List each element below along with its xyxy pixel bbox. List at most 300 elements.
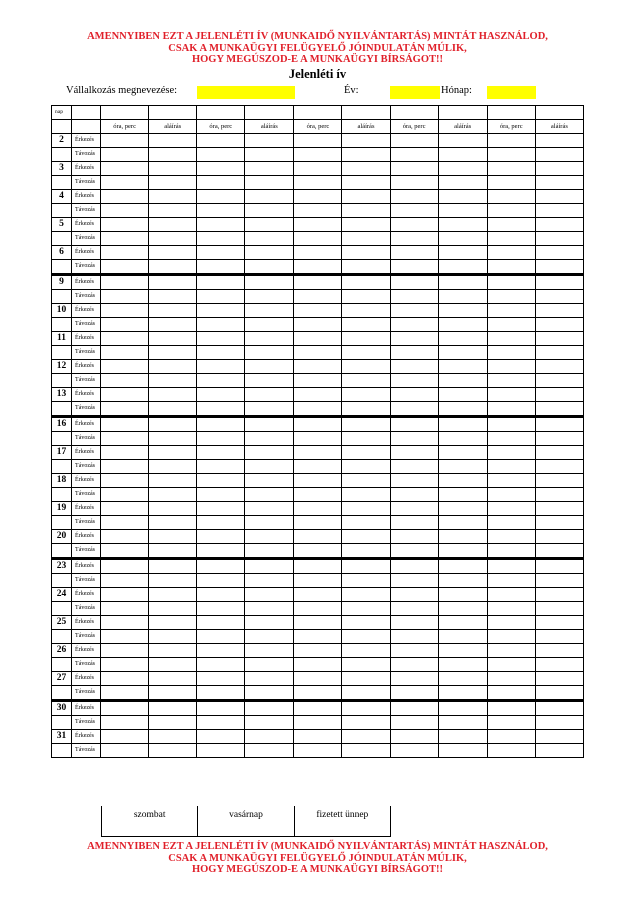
time-cell[interactable] <box>390 388 438 402</box>
signature-cell[interactable] <box>535 574 583 588</box>
signature-cell[interactable] <box>438 346 487 360</box>
signature-cell[interactable] <box>149 686 197 701</box>
signature-cell[interactable] <box>245 686 294 701</box>
signature-cell[interactable] <box>342 417 390 432</box>
signature-cell[interactable] <box>245 388 294 402</box>
time-cell[interactable] <box>101 304 149 318</box>
signature-cell[interactable] <box>438 730 487 744</box>
time-cell[interactable] <box>197 630 245 644</box>
time-cell[interactable] <box>487 701 535 716</box>
signature-cell[interactable] <box>438 744 487 758</box>
time-cell[interactable] <box>487 474 535 488</box>
signature-cell[interactable] <box>245 218 294 232</box>
time-cell[interactable] <box>294 162 342 176</box>
signature-cell[interactable] <box>438 446 487 460</box>
signature-cell[interactable] <box>438 360 487 374</box>
time-cell[interactable] <box>197 318 245 332</box>
time-cell[interactable] <box>487 716 535 730</box>
signature-cell[interactable] <box>245 346 294 360</box>
signature-cell[interactable] <box>438 134 487 148</box>
time-cell[interactable] <box>294 588 342 602</box>
time-cell[interactable] <box>101 275 149 290</box>
signature-cell[interactable] <box>149 204 197 218</box>
time-cell[interactable] <box>197 388 245 402</box>
signature-cell[interactable] <box>535 672 583 686</box>
time-cell[interactable] <box>101 716 149 730</box>
signature-cell[interactable] <box>342 488 390 502</box>
time-cell[interactable] <box>101 644 149 658</box>
time-cell[interactable] <box>390 332 438 346</box>
signature-cell[interactable] <box>438 218 487 232</box>
signature-cell[interactable] <box>438 275 487 290</box>
time-cell[interactable] <box>487 644 535 658</box>
signature-cell[interactable] <box>149 446 197 460</box>
time-cell[interactable] <box>390 488 438 502</box>
time-cell[interactable] <box>390 304 438 318</box>
signature-cell[interactable] <box>342 190 390 204</box>
signature-cell[interactable] <box>535 204 583 218</box>
time-cell[interactable] <box>487 402 535 417</box>
time-cell[interactable] <box>197 644 245 658</box>
signature-cell[interactable] <box>438 701 487 716</box>
time-cell[interactable] <box>487 588 535 602</box>
signature-cell[interactable] <box>245 474 294 488</box>
signature-cell[interactable] <box>245 730 294 744</box>
signature-cell[interactable] <box>535 176 583 190</box>
signature-cell[interactable] <box>438 672 487 686</box>
signature-cell[interactable] <box>149 176 197 190</box>
time-cell[interactable] <box>390 232 438 246</box>
time-cell[interactable] <box>390 402 438 417</box>
signature-cell[interactable] <box>245 204 294 218</box>
time-cell[interactable] <box>487 374 535 388</box>
signature-cell[interactable] <box>535 644 583 658</box>
signature-cell[interactable] <box>535 374 583 388</box>
time-cell[interactable] <box>294 246 342 260</box>
signature-cell[interactable] <box>149 516 197 530</box>
signature-cell[interactable] <box>245 559 294 574</box>
time-cell[interactable] <box>487 218 535 232</box>
signature-cell[interactable] <box>149 218 197 232</box>
time-cell[interactable] <box>197 332 245 346</box>
signature-cell[interactable] <box>149 417 197 432</box>
time-cell[interactable] <box>197 530 245 544</box>
time-cell[interactable] <box>294 630 342 644</box>
signature-cell[interactable] <box>245 148 294 162</box>
signature-cell[interactable] <box>535 218 583 232</box>
time-cell[interactable] <box>390 346 438 360</box>
signature-cell[interactable] <box>342 602 390 616</box>
time-cell[interactable] <box>294 402 342 417</box>
signature-cell[interactable] <box>245 602 294 616</box>
time-cell[interactable] <box>101 232 149 246</box>
company-field[interactable] <box>197 86 295 99</box>
time-cell[interactable] <box>487 190 535 204</box>
time-cell[interactable] <box>390 516 438 530</box>
signature-cell[interactable] <box>342 232 390 246</box>
signature-cell[interactable] <box>149 530 197 544</box>
signature-cell[interactable] <box>342 318 390 332</box>
signature-cell[interactable] <box>342 672 390 686</box>
signature-cell[interactable] <box>342 162 390 176</box>
signature-cell[interactable] <box>245 744 294 758</box>
time-cell[interactable] <box>294 686 342 701</box>
signature-cell[interactable] <box>438 304 487 318</box>
signature-cell[interactable] <box>149 232 197 246</box>
signature-cell[interactable] <box>149 190 197 204</box>
signature-cell[interactable] <box>535 588 583 602</box>
signature-cell[interactable] <box>149 460 197 474</box>
signature-cell[interactable] <box>342 658 390 672</box>
signature-cell[interactable] <box>149 559 197 574</box>
time-cell[interactable] <box>390 630 438 644</box>
signature-cell[interactable] <box>438 176 487 190</box>
time-cell[interactable] <box>294 374 342 388</box>
signature-cell[interactable] <box>342 516 390 530</box>
time-cell[interactable] <box>390 502 438 516</box>
signature-cell[interactable] <box>438 616 487 630</box>
signature-cell[interactable] <box>149 544 197 559</box>
time-cell[interactable] <box>487 658 535 672</box>
time-cell[interactable] <box>390 544 438 559</box>
signature-cell[interactable] <box>149 658 197 672</box>
time-cell[interactable] <box>487 162 535 176</box>
time-cell[interactable] <box>197 204 245 218</box>
time-cell[interactable] <box>294 574 342 588</box>
signature-cell[interactable] <box>342 148 390 162</box>
signature-cell[interactable] <box>438 630 487 644</box>
time-cell[interactable] <box>294 388 342 402</box>
signature-cell[interactable] <box>149 148 197 162</box>
time-cell[interactable] <box>101 148 149 162</box>
time-cell[interactable] <box>101 290 149 304</box>
signature-cell[interactable] <box>535 630 583 644</box>
time-cell[interactable] <box>101 686 149 701</box>
signature-cell[interactable] <box>438 488 487 502</box>
time-cell[interactable] <box>294 176 342 190</box>
signature-cell[interactable] <box>342 360 390 374</box>
time-cell[interactable] <box>197 446 245 460</box>
signature-cell[interactable] <box>149 701 197 716</box>
signature-cell[interactable] <box>149 134 197 148</box>
time-cell[interactable] <box>294 360 342 374</box>
time-cell[interactable] <box>487 460 535 474</box>
signature-cell[interactable] <box>245 190 294 204</box>
signature-cell[interactable] <box>342 502 390 516</box>
time-cell[interactable] <box>197 432 245 446</box>
time-cell[interactable] <box>487 148 535 162</box>
signature-cell[interactable] <box>438 544 487 559</box>
signature-cell[interactable] <box>342 730 390 744</box>
signature-cell[interactable] <box>438 686 487 701</box>
signature-cell[interactable] <box>535 658 583 672</box>
signature-cell[interactable] <box>149 616 197 630</box>
signature-cell[interactable] <box>245 630 294 644</box>
signature-cell[interactable] <box>245 432 294 446</box>
time-cell[interactable] <box>390 716 438 730</box>
signature-cell[interactable] <box>149 744 197 758</box>
signature-cell[interactable] <box>535 162 583 176</box>
signature-cell[interactable] <box>245 716 294 730</box>
signature-cell[interactable] <box>438 246 487 260</box>
time-cell[interactable] <box>294 275 342 290</box>
time-cell[interactable] <box>390 446 438 460</box>
time-cell[interactable] <box>197 474 245 488</box>
time-cell[interactable] <box>101 502 149 516</box>
signature-cell[interactable] <box>438 602 487 616</box>
signature-cell[interactable] <box>342 218 390 232</box>
signature-cell[interactable] <box>342 701 390 716</box>
time-cell[interactable] <box>294 190 342 204</box>
signature-cell[interactable] <box>245 417 294 432</box>
signature-cell[interactable] <box>342 530 390 544</box>
signature-cell[interactable] <box>535 716 583 730</box>
time-cell[interactable] <box>487 417 535 432</box>
time-cell[interactable] <box>487 544 535 559</box>
signature-cell[interactable] <box>438 374 487 388</box>
signature-cell[interactable] <box>535 616 583 630</box>
time-cell[interactable] <box>294 644 342 658</box>
signature-cell[interactable] <box>438 332 487 346</box>
signature-cell[interactable] <box>245 616 294 630</box>
time-cell[interactable] <box>487 686 535 701</box>
signature-cell[interactable] <box>149 388 197 402</box>
signature-cell[interactable] <box>342 374 390 388</box>
signature-cell[interactable] <box>149 630 197 644</box>
signature-cell[interactable] <box>535 134 583 148</box>
signature-cell[interactable] <box>342 346 390 360</box>
time-cell[interactable] <box>390 260 438 275</box>
time-cell[interactable] <box>390 602 438 616</box>
signature-cell[interactable] <box>438 417 487 432</box>
signature-cell[interactable] <box>245 402 294 417</box>
signature-cell[interactable] <box>342 644 390 658</box>
signature-cell[interactable] <box>535 744 583 758</box>
time-cell[interactable] <box>294 290 342 304</box>
time-cell[interactable] <box>294 304 342 318</box>
signature-cell[interactable] <box>245 644 294 658</box>
signature-cell[interactable] <box>342 446 390 460</box>
time-cell[interactable] <box>294 232 342 246</box>
signature-cell[interactable] <box>438 432 487 446</box>
time-cell[interactable] <box>390 148 438 162</box>
time-cell[interactable] <box>487 260 535 275</box>
time-cell[interactable] <box>197 559 245 574</box>
signature-cell[interactable] <box>535 304 583 318</box>
time-cell[interactable] <box>487 516 535 530</box>
time-cell[interactable] <box>197 588 245 602</box>
time-cell[interactable] <box>294 559 342 574</box>
signature-cell[interactable] <box>149 360 197 374</box>
signature-cell[interactable] <box>149 275 197 290</box>
time-cell[interactable] <box>197 744 245 758</box>
time-cell[interactable] <box>487 332 535 346</box>
signature-cell[interactable] <box>535 290 583 304</box>
time-cell[interactable] <box>487 388 535 402</box>
signature-cell[interactable] <box>245 446 294 460</box>
signature-cell[interactable] <box>245 460 294 474</box>
signature-cell[interactable] <box>245 658 294 672</box>
signature-cell[interactable] <box>245 275 294 290</box>
time-cell[interactable] <box>197 574 245 588</box>
signature-cell[interactable] <box>438 502 487 516</box>
time-cell[interactable] <box>197 232 245 246</box>
time-cell[interactable] <box>487 744 535 758</box>
signature-cell[interactable] <box>438 204 487 218</box>
signature-cell[interactable] <box>438 716 487 730</box>
time-cell[interactable] <box>101 460 149 474</box>
signature-cell[interactable] <box>342 559 390 574</box>
time-cell[interactable] <box>197 730 245 744</box>
time-cell[interactable] <box>101 516 149 530</box>
signature-cell[interactable] <box>535 360 583 374</box>
time-cell[interactable] <box>294 460 342 474</box>
signature-cell[interactable] <box>535 488 583 502</box>
time-cell[interactable] <box>101 360 149 374</box>
signature-cell[interactable] <box>245 488 294 502</box>
signature-cell[interactable] <box>535 388 583 402</box>
time-cell[interactable] <box>294 134 342 148</box>
time-cell[interactable] <box>294 502 342 516</box>
signature-cell[interactable] <box>149 730 197 744</box>
time-cell[interactable] <box>101 744 149 758</box>
time-cell[interactable] <box>101 559 149 574</box>
time-cell[interactable] <box>101 134 149 148</box>
signature-cell[interactable] <box>149 246 197 260</box>
time-cell[interactable] <box>487 530 535 544</box>
signature-cell[interactable] <box>245 544 294 559</box>
time-cell[interactable] <box>101 630 149 644</box>
time-cell[interactable] <box>294 417 342 432</box>
signature-cell[interactable] <box>149 374 197 388</box>
time-cell[interactable] <box>487 672 535 686</box>
signature-cell[interactable] <box>342 544 390 559</box>
time-cell[interactable] <box>197 374 245 388</box>
time-cell[interactable] <box>294 516 342 530</box>
signature-cell[interactable] <box>438 318 487 332</box>
time-cell[interactable] <box>487 616 535 630</box>
time-cell[interactable] <box>487 432 535 446</box>
time-cell[interactable] <box>197 260 245 275</box>
signature-cell[interactable] <box>535 275 583 290</box>
time-cell[interactable] <box>487 574 535 588</box>
time-cell[interactable] <box>101 346 149 360</box>
month-field[interactable] <box>487 86 536 99</box>
signature-cell[interactable] <box>149 588 197 602</box>
time-cell[interactable] <box>390 686 438 701</box>
time-cell[interactable] <box>487 318 535 332</box>
time-cell[interactable] <box>390 530 438 544</box>
signature-cell[interactable] <box>342 574 390 588</box>
time-cell[interactable] <box>294 260 342 275</box>
signature-cell[interactable] <box>535 260 583 275</box>
signature-cell[interactable] <box>535 432 583 446</box>
signature-cell[interactable] <box>149 488 197 502</box>
time-cell[interactable] <box>390 559 438 574</box>
time-cell[interactable] <box>197 701 245 716</box>
time-cell[interactable] <box>390 134 438 148</box>
time-cell[interactable] <box>390 658 438 672</box>
time-cell[interactable] <box>390 460 438 474</box>
time-cell[interactable] <box>294 658 342 672</box>
signature-cell[interactable] <box>535 332 583 346</box>
signature-cell[interactable] <box>535 559 583 574</box>
time-cell[interactable] <box>294 488 342 502</box>
time-cell[interactable] <box>487 488 535 502</box>
time-cell[interactable] <box>294 672 342 686</box>
time-cell[interactable] <box>390 474 438 488</box>
time-cell[interactable] <box>197 460 245 474</box>
time-cell[interactable] <box>487 275 535 290</box>
time-cell[interactable] <box>101 417 149 432</box>
signature-cell[interactable] <box>149 644 197 658</box>
signature-cell[interactable] <box>149 162 197 176</box>
signature-cell[interactable] <box>342 176 390 190</box>
time-cell[interactable] <box>390 730 438 744</box>
signature-cell[interactable] <box>245 134 294 148</box>
time-cell[interactable] <box>487 446 535 460</box>
time-cell[interactable] <box>101 602 149 616</box>
time-cell[interactable] <box>294 446 342 460</box>
signature-cell[interactable] <box>535 346 583 360</box>
time-cell[interactable] <box>101 432 149 446</box>
time-cell[interactable] <box>101 672 149 686</box>
signature-cell[interactable] <box>342 260 390 275</box>
signature-cell[interactable] <box>438 388 487 402</box>
signature-cell[interactable] <box>245 260 294 275</box>
signature-cell[interactable] <box>438 658 487 672</box>
time-cell[interactable] <box>197 162 245 176</box>
time-cell[interactable] <box>390 417 438 432</box>
signature-cell[interactable] <box>245 574 294 588</box>
time-cell[interactable] <box>197 544 245 559</box>
time-cell[interactable] <box>197 488 245 502</box>
time-cell[interactable] <box>487 730 535 744</box>
signature-cell[interactable] <box>149 432 197 446</box>
signature-cell[interactable] <box>245 290 294 304</box>
time-cell[interactable] <box>294 346 342 360</box>
signature-cell[interactable] <box>342 332 390 346</box>
signature-cell[interactable] <box>535 516 583 530</box>
time-cell[interactable] <box>294 148 342 162</box>
time-cell[interactable] <box>294 616 342 630</box>
time-cell[interactable] <box>101 388 149 402</box>
signature-cell[interactable] <box>438 516 487 530</box>
time-cell[interactable] <box>101 204 149 218</box>
signature-cell[interactable] <box>342 204 390 218</box>
time-cell[interactable] <box>101 530 149 544</box>
signature-cell[interactable] <box>438 559 487 574</box>
time-cell[interactable] <box>101 730 149 744</box>
time-cell[interactable] <box>487 602 535 616</box>
signature-cell[interactable] <box>149 346 197 360</box>
signature-cell[interactable] <box>245 176 294 190</box>
signature-cell[interactable] <box>535 417 583 432</box>
time-cell[interactable] <box>487 346 535 360</box>
time-cell[interactable] <box>101 588 149 602</box>
time-cell[interactable] <box>101 246 149 260</box>
time-cell[interactable] <box>390 246 438 260</box>
time-cell[interactable] <box>197 516 245 530</box>
signature-cell[interactable] <box>149 332 197 346</box>
signature-cell[interactable] <box>535 246 583 260</box>
time-cell[interactable] <box>390 190 438 204</box>
time-cell[interactable] <box>487 204 535 218</box>
time-cell[interactable] <box>390 672 438 686</box>
time-cell[interactable] <box>487 232 535 246</box>
signature-cell[interactable] <box>535 602 583 616</box>
time-cell[interactable] <box>197 190 245 204</box>
